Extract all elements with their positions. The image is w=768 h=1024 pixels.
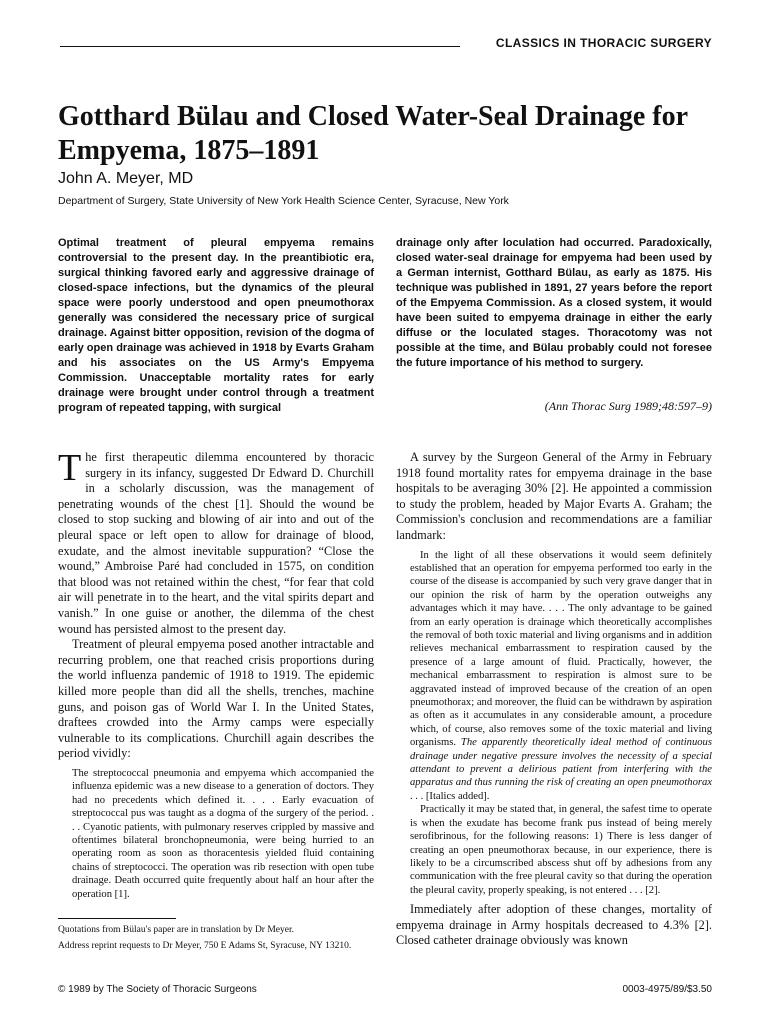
journal-citation: (Ann Thorac Surg 1989;48:597–9) [544, 399, 712, 413]
abstract-right-column: drainage only after loculation had occurred. Paradoxically, closed water-seal drainage for empyema had been used by a German internist, Gotthard Bülau, as early as 1875. His technique was published in 1891, 27 years before the report of the Empyema Commission. As a closed system, it would have been suited to empyema drainage in either the early diffuse or the loculated stages. Thoracotomy was not possible at the time, and Bülau probably could not foresee the future importance of his method to surgery. [396, 237, 712, 369]
footnote-rule [58, 918, 176, 919]
body-paragraph: Treatment of pleural empyema posed another intractable and recurring problem, one that reached crisis proportions during the world influenza pandemic of 1918 to 1919. The epidemic killed more people than did all the shells, trenches, machine guns, and poison gas of World War I. In the United States, draftees crowded into the Army camps were especially vulnerable to its complications. Churchill again describes the period vividly: [58, 637, 374, 761]
body-paragraph: Immediately after adoption of these changes, mortality of empyema drainage in Army hospitals decreased to 4.3% [2]. Closed catheter drainage obviously was known [396, 902, 712, 948]
copyright-notice: © 1989 by The Society of Thoracic Surgeons [58, 984, 257, 995]
block-quote [410, 549, 712, 898]
quote-paragraph [410, 549, 712, 804]
quote-paragraph: Practically it may be stated that, in general, the safest time to operate is when the exudate has become frank pus instead of being merely serofibrinous, for the following reasons: 1) There is less danger of creating an open pneumothorax because, in our experience, there is likely to be a circumscribed abscess shut off by adhesions from any communication with the free pleural cavity so that during the operation the pleural cavity, properly speaking, is not entered . . . [2]. [410, 804, 712, 896]
quote-paragraph: The streptococcal pneumonia and empyema which accompanied the influenza epidemic was a new disease to a generation of doctors. They had no precedents which defined it. . . . Early evacuation of streptococcal pus was taught as a dogma of the surgery of the period. . . . Cyanotic patients, with pulmonary reserves crippled by massive and oftentimes bilateral bronchopneumonia, were being hurried to an operating room as soon as thoracentesis yielded fluid containing chains of streptococci. The operation was rib resection with open tube drainage. Death occurred quite frequently about half an hour after the operation [1]. [72, 767, 374, 900]
quote-italic-text: The apparently theoretically ideal method of continuous drainage under negative pressure involves the necessity of a special attendant to prevent a delirious patient from interfering with the apparatus and thus running the risk of creating an open pneumothorax [410, 737, 712, 789]
author-affiliation: Department of Surgery, State University of New York Health Science Center, Syracuse, New York [58, 195, 509, 207]
body-paragraph [58, 447, 374, 637]
article-title: Gotthard Bülau and Closed Water-Seal Drainage for Empyema, 1875–1891 [58, 101, 688, 166]
issn-code: 0003-4975/89/$3.50 [622, 984, 712, 995]
drop-cap: T [58, 447, 82, 489]
section-header: CLASSICS IN THORACIC SURGERY [495, 36, 712, 50]
quote-text: . . . [Italics added]. [410, 790, 490, 802]
abstract-left-column: Optimal treatment of pleural empyema remains controversial to the present day. In the preantibiotic era, surgical thinking favored early and aggressive drainage of closed-space infections, but the dynamics of the pleural space were poorly understood and open pneumothorax generally was considered the necessary price of surgical drainage. Against bitter opposition, revision of the dogma of early open drainage was achieved in 1918 by Evarts Graham and his associates on the US Army's Empyema Commission. Unacceptable mortality rates for early drainage were brought under control through a treatment program of repeated tapping, with surgical [58, 237, 374, 414]
footnote-reprint-address: Address reprint requests to Dr Meyer, 750 E Adams St, Syracuse, NY 13210. [58, 941, 352, 951]
paragraph-text: he first therapeutic dilemma encountered by thoracic surgery in its infancy, suggested Dr Edward D. Churchill in a scholarly discussion, was the management of penetrating wounds of the chest [1]. Should the wound be closed to stop sucking and blowing of air into and out of the pleural space or left open to allow for drainage of blood, exudate, and the almost inevitable suppuration? “Close the wound,” Ambroise Paré had concluded in 1575, on condition that blood was not retained within the chest, “for fear that cold air will penetrate in to the heart, and the vital spirits depart and vanish.” In one guise or another, the dilemma of the chest wound has persisted almost to the present day. [58, 450, 374, 636]
body-left-column [58, 447, 374, 906]
header-rule [60, 46, 460, 47]
body-paragraph: A survey by the Surgeon General of the Army in February 1918 found mortality rates for empyema drainage in the base hospitals to be averaging 30% [2]. He appointed a commission to study the problem, headed by Major Evarts A. Graham; the Commission's conclusion and recommendations are a familiar landmark: [396, 450, 712, 542]
quote-text: In the light of all these observations it would seem definitely established that an operation for empyema performed too early in the course of the disease is accompanied by such very grave danger that in our opinion the risk of harm by the operation outweighs any advantages which it may have. . . . The only advantage to be gained from an early operation is drainage which theoretically accomplishes the removal of both toxic material and living organisms and in addition relieves mechanical embarrassment to respiration caused by the presence of a large amount of fluid. Practically, however, the mechanical embarrassment to respiration is almost sure to be aggravated instead of improved because of the creation of an open pneumothorax; and moreover, the fluid can be withdrawn by aspiration as often as it accumulates in any considerable amount, a procedure which, of course, also removes some of the toxic material and living organisms. [410, 549, 712, 749]
article-author: John A. Meyer, MD [58, 170, 194, 187]
body-right-column [396, 450, 712, 949]
block-quote [72, 767, 374, 901]
footnote-translation: Quotations from Bülau's paper are in translation by Dr Meyer. [58, 925, 294, 935]
